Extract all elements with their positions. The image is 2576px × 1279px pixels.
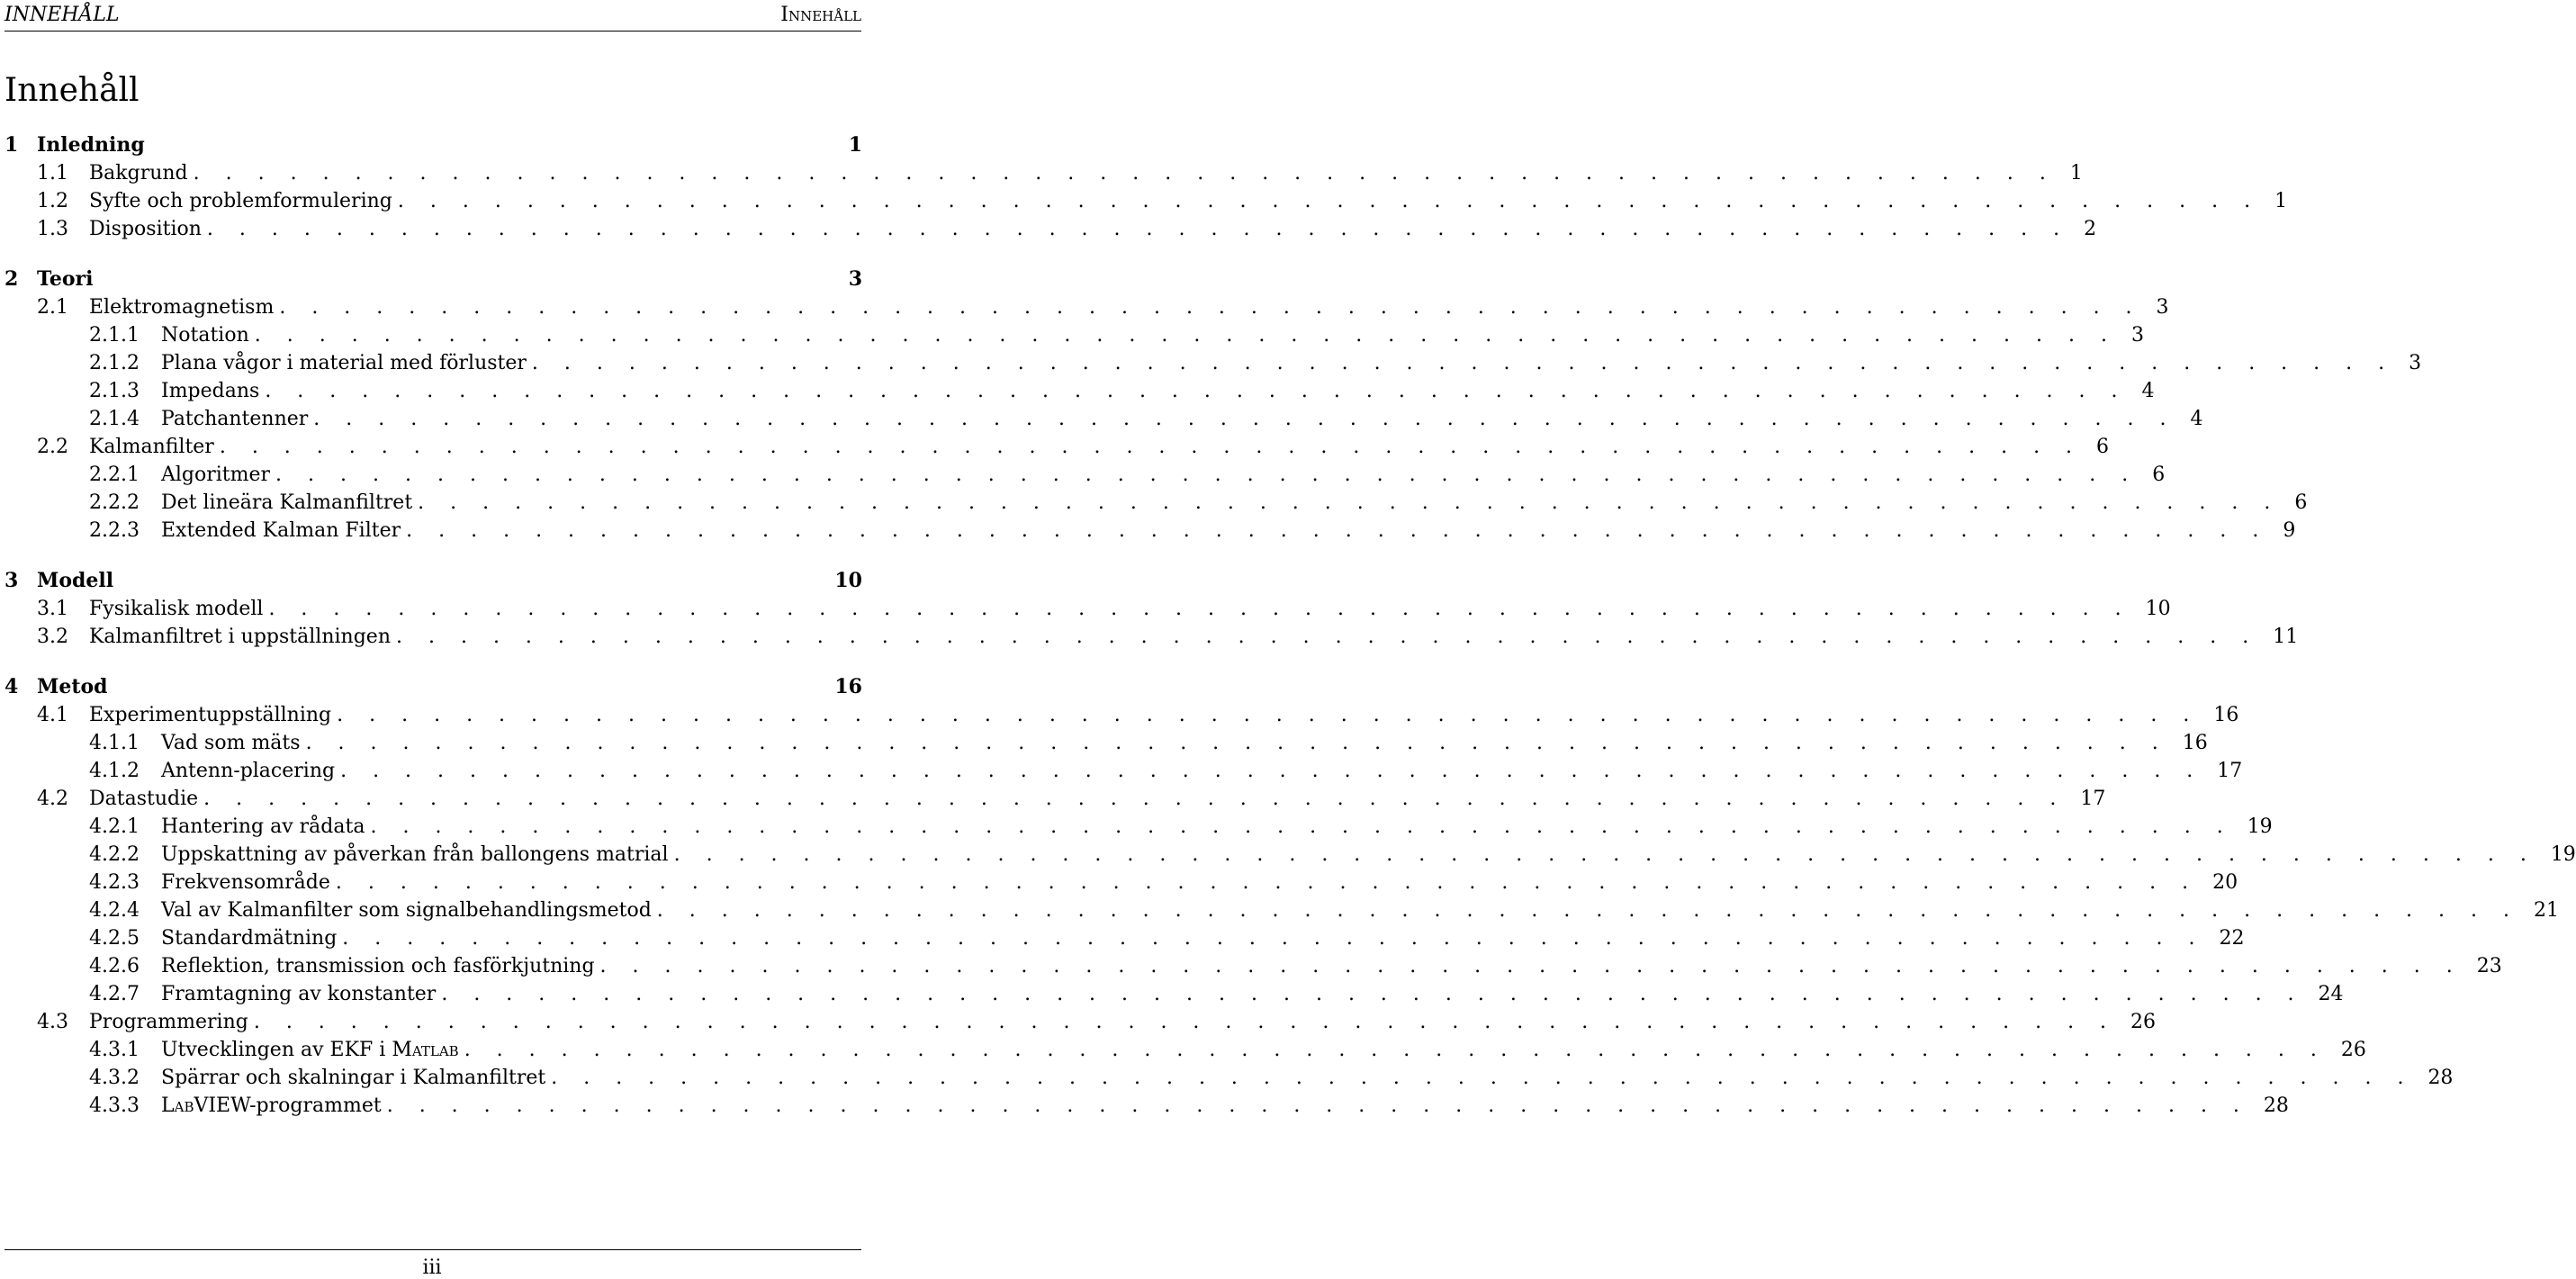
toc-label: Algoritmer [161, 464, 271, 486]
toc-page: 2 [2084, 218, 2097, 240]
dot-leader: . . . . . . . . . . . . . . . . . . . . . . . . . . . . . . . . . . . . . . . . . . . . . . . . . . . . . . . . . . [193, 162, 2056, 185]
dot-leader: . . . . . . . . . . . . . . . . . . . . . . . . . . . . . . . . . . . . . . . . . . . . . . . . . . . . . . . . . . [386, 1094, 2249, 1117]
toc-label: Impedans [161, 380, 260, 402]
toc-entry-2-2[interactable] [5, 433, 2110, 461]
toc-page: 3 [2409, 352, 2422, 374]
toc-entry-4-2[interactable] [5, 785, 2106, 813]
toc-number: 4.3.1 [89, 1039, 140, 1061]
dot-leader: . . . . . . . . . . . . . . . . . . . . . . . . . . . . . . . . . . . . . . . . . . . . . . . . . . . . . . . . . . [265, 380, 2128, 402]
dot-leader: . . . . . . . . . . . . . . . . . . . . . . . . . . . . . . . . . . . . . . . . . . . . . . . . . . . . . . . . . . [335, 871, 2199, 894]
dot-leader: . . . . . . . . . . . . . . . . . . . . . . . . . . . . . . . . . . . . . . . . . . . . . . . . . . . . . . . . . . [673, 843, 2536, 866]
dot-leader: . . . . . . . . . . . . . . . . . . . . . . . . . . . . . . . . . . . . . . . . . . . . . . . . . . . . . . . . . . [441, 983, 2304, 1005]
toc-label: Patchantenner [161, 408, 309, 430]
dot-leader: . . . . . . . . . . . . . . . . . . . . . . . . . . . . . . . . . . . . . . . . . . . . . . . . . . . . . . . . . . [268, 598, 2131, 620]
toc-label: Modell [37, 569, 114, 592]
toc-entry-2-2-1[interactable] [5, 461, 2166, 489]
toc-label: Extended Kalman Filter [161, 519, 401, 542]
toc-label: Disposition [89, 218, 202, 240]
header-section-label: Innehåll [780, 4, 861, 26]
toc-number: 4.2.3 [89, 871, 140, 894]
toc-label [161, 1092, 382, 1120]
toc-number: 4.1 [37, 704, 68, 726]
toc-page: 3 [2156, 296, 2169, 319]
toc-label-text: Utvecklingen av EKF i [161, 1039, 392, 1061]
toc-entry-4-2-6[interactable] [5, 952, 2502, 980]
toc-page: 26 [2340, 1039, 2366, 1061]
toc-number: 2.2.3 [89, 519, 140, 542]
dot-leader: . . . . . . . . . . . . . . . . . . . . . . . . . . . . . . . . . . . . . . . . . . . . . . . . . . . . . . . . . . [656, 899, 2520, 922]
toc-page: 3 [2130, 324, 2144, 347]
toc-number: 1.1 [37, 162, 68, 185]
running-header [5, 4, 861, 32]
toc-entry-1-2[interactable] [5, 187, 2288, 215]
toc-entry-3-1[interactable] [5, 595, 2171, 623]
toc-entry-4-2-7[interactable] [5, 980, 2344, 1008]
toc-entry-4-3-2[interactable] [5, 1064, 2454, 1092]
toc-label: Notation [161, 324, 249, 347]
toc-number: 4.2.4 [89, 899, 140, 922]
toc-number: 2.1.2 [89, 352, 140, 374]
toc-label: Vad som mäts [161, 732, 301, 754]
page-number: iii [422, 1256, 442, 1279]
toc-number: 4.3 [37, 1011, 68, 1033]
toc-page: 17 [2080, 788, 2106, 810]
toc-label: Metod [37, 675, 108, 698]
toc-entry-4-2-1[interactable] [5, 813, 2273, 841]
toc-entry-4-3[interactable] [5, 1008, 2157, 1036]
toc-entry-4-2-5[interactable] [5, 924, 2245, 952]
toc-page: 10 [2145, 598, 2171, 620]
toc-label-text: VIEW-programmet [194, 1094, 382, 1117]
dot-leader: . . . . . . . . . . . . . . . . . . . . . . . . . . . . . . . . . . . . . . . . . . . . . . . . . . . . . . . . . . [551, 1067, 2414, 1089]
dot-leader: . . . . . . . . . . . . . . . . . . . . . . . . . . . . . . . . . . . . . . . . . . . . . . . . . . . . . . . . . . [418, 491, 2281, 514]
toc-entry-2-1-4[interactable] [5, 405, 2203, 433]
toc-label: Det lineära Kalmanfiltret [161, 491, 413, 514]
toc-page: 23 [2476, 955, 2502, 977]
toc-number: 1.2 [37, 190, 68, 212]
dot-leader: . . . . . . . . . . . . . . . . . . . . . . . . . . . . . . . . . . . . . . . . . . . . . . . . . . . . . . . . . . [406, 519, 2269, 542]
toc-label: Fysikalisk modell [89, 598, 264, 620]
toc-number: 1 [5, 133, 19, 157]
toc-number: 4.2 [37, 788, 68, 810]
toc-entry-4-1[interactable] [5, 701, 2239, 729]
toc-label: Antenn-placering [161, 760, 336, 782]
toc-number: 4.2.2 [89, 843, 140, 866]
toc-entry-1-3[interactable] [5, 215, 2097, 243]
toc-number: 3 [5, 569, 19, 592]
toc-entry-3-2[interactable] [5, 623, 2299, 651]
toc-label: Standardmätning [161, 927, 338, 950]
toc-entry-2-2-3[interactable] [5, 517, 2296, 545]
dot-leader: . . . . . . . . . . . . . . . . . . . . . . . . . . . . . . . . . . . . . . . . . . . . . . . . . . . . . . . . . . [203, 788, 2067, 810]
toc-page: 28 [2427, 1067, 2454, 1089]
toc-page: 19 [2550, 843, 2576, 866]
toc-number: 2.1.3 [89, 380, 140, 402]
toc-number: 4.1.2 [89, 760, 140, 782]
toc-label-smallcaps: Lab [161, 1094, 194, 1117]
toc-page: 19 [2247, 815, 2273, 838]
dot-leader: . . . . . . . . . . . . . . . . . . . . . . . . . . . . . . . . . . . . . . . . . . . . . . . . . . . . . . . . . . [599, 955, 2463, 977]
toc-label: Plana vågor i material med förluster [161, 352, 527, 374]
toc-page: 10 [834, 569, 862, 592]
toc-page: 4 [2141, 380, 2155, 402]
toc-label: Frekvensområde [161, 871, 330, 894]
toc-page: 16 [2213, 704, 2239, 726]
toc-label: Framtagning av konstanter [161, 983, 437, 1005]
toc-entry-4-2-4[interactable] [5, 896, 2560, 924]
toc-number: 4 [5, 675, 19, 698]
toc-page: 17 [2217, 760, 2243, 782]
footer-rule [5, 1249, 861, 1250]
dot-leader: . . . . . . . . . . . . . . . . . . . . . . . . . . . . . . . . . . . . . . . . . . . . . . . . . . . . . . . . . . [531, 352, 2395, 374]
toc-number: 4.2.1 [89, 815, 140, 838]
toc-number: 2.2 [37, 436, 68, 458]
toc-page: 11 [2273, 626, 2299, 648]
dot-leader: . . . . . . . . . . . . . . . . . . . . . . . . . . . . . . . . . . . . . . . . . . . . . . . . . . . . . . . . . . [219, 436, 2083, 458]
toc-number: 2 [5, 267, 19, 291]
toc-page: 6 [2152, 464, 2166, 486]
toc-page: 22 [2219, 927, 2245, 950]
toc-label: Inledning [37, 133, 145, 157]
toc-page: 21 [2534, 899, 2560, 922]
toc-label: Hantering av rådata [161, 815, 365, 838]
toc-number: 4.2.7 [89, 983, 140, 1005]
toc-entry-2-1-3[interactable] [5, 377, 2155, 405]
toc-number: 2.2.2 [89, 491, 140, 514]
dot-leader: . . . . . . . . . . . . . . . . . . . . . . . . . . . . . . . . . . . . . . . . . . . . . . . . . . . . . . . . . . [305, 732, 2168, 754]
toc-entry-4-2-2[interactable] [5, 841, 2576, 869]
toc-entry-4-3-1[interactable] [5, 1036, 2366, 1064]
toc-label: Reflektion, transmission och fasförkjutning [161, 955, 595, 977]
toc-label: Bakgrund [89, 162, 188, 185]
toc-label: Experimentuppställning [89, 704, 332, 726]
toc-number: 2.2.1 [89, 464, 140, 486]
toc-page: 9 [2283, 519, 2296, 542]
toc-label-smallcaps: Matlab [392, 1039, 459, 1061]
toc-number: 4.3.3 [89, 1094, 140, 1117]
dot-leader: . . . . . . . . . . . . . . . . . . . . . . . . . . . . . . . . . . . . . . . . . . . . . . . . . . . . . . . . . . [313, 408, 2176, 430]
toc-label: Datastudie [89, 788, 199, 810]
toc-label: Val av Kalmanfilter som signalbehandlingsmetod [161, 899, 652, 922]
dot-leader: . . . . . . . . . . . . . . . . . . . . . . . . . . . . . . . . . . . . . . . . . . . . . . . . . . . . . . . . . . [370, 815, 2233, 838]
toc-label: Teori [37, 267, 94, 291]
toc-label: Spärrar och skalningar i Kalmanfiltret [161, 1067, 546, 1089]
toc-entry-2-2-2[interactable] [5, 489, 2308, 517]
toc-label: Syfte och problemformulering [89, 190, 392, 212]
toc-entry-2-1[interactable] [5, 293, 2169, 321]
toc-label: Elektromagnetism [89, 296, 275, 319]
toc-chapter-2[interactable] [5, 266, 862, 293]
toc-page: 20 [2212, 871, 2238, 894]
toc-page: 1 [848, 133, 862, 157]
toc-page: 28 [2263, 1094, 2289, 1117]
dot-leader: . . . . . . . . . . . . . . . . . . . . . . . . . . . . . . . . . . . . . . . . . . . . . . . . . . . . . . . . . . [340, 760, 2203, 782]
toc-entry-4-3-3[interactable] [5, 1092, 2289, 1120]
toc-page: 6 [2096, 436, 2110, 458]
toc-page: 1 [2274, 190, 2288, 212]
toc-chapter-3[interactable] [5, 567, 862, 595]
toc-page: 6 [2294, 491, 2308, 514]
dot-leader: . . . . . . . . . . . . . . . . . . . . . . . . . . . . . . . . . . . . . . . . . . . . . . . . . . . . . . . . . . [464, 1039, 2327, 1061]
toc-number: 1.3 [37, 218, 68, 240]
toc-label: Kalmanfilter [89, 436, 214, 458]
toc-page: 3 [848, 267, 862, 291]
dot-leader: . . . . . . . . . . . . . . . . . . . . . . . . . . . . . . . . . . . . . . . . . . . . . . . . . . . . . . . . . . [395, 626, 2259, 648]
dot-leader: . . . . . . . . . . . . . . . . . . . . . . . . . . . . . . . . . . . . . . . . . . . . . . . . . . . . . . . . . . [279, 296, 2142, 319]
toc-label: Programmering [89, 1011, 248, 1033]
dot-leader: . . . . . . . . . . . . . . . . . . . . . . . . . . . . . . . . . . . . . . . . . . . . . . . . . . . . . . . . . . [254, 324, 2117, 347]
toc-entry-4-1-2[interactable] [5, 757, 2243, 785]
toc-number: 3.1 [37, 598, 68, 620]
toc-number: 4.2.5 [89, 927, 140, 950]
dot-leader: . . . . . . . . . . . . . . . . . . . . . . . . . . . . . . . . . . . . . . . . . . . . . . . . . . . . . . . . . . [337, 704, 2200, 726]
toc-page: 1 [2069, 162, 2083, 185]
page-title: Innehåll [5, 72, 140, 109]
toc-number: 4.3.2 [89, 1067, 140, 1089]
toc-page: 16 [2182, 732, 2208, 754]
dot-leader: . . . . . . . . . . . . . . . . . . . . . . . . . . . . . . . . . . . . . . . . . . . . . . . . . . . . . . . . . . [206, 218, 2070, 240]
toc-page: 26 [2130, 1011, 2157, 1033]
toc-label: Kalmanfiltret i uppställningen [89, 626, 391, 648]
toc-label: Uppskattning av påverkan från ballongens matrial [161, 843, 669, 866]
toc-number: 4.2.6 [89, 955, 140, 977]
toc-page: 4 [2190, 408, 2203, 430]
toc-chapter-4[interactable] [5, 673, 862, 701]
toc-entry-4-1-1[interactable] [5, 729, 2208, 757]
toc-number: 3.2 [37, 626, 68, 648]
toc-page: 24 [2318, 983, 2344, 1005]
toc-entry-4-2-3[interactable] [5, 869, 2238, 896]
toc-entry-2-1-1[interactable] [5, 321, 2144, 349]
table-of-contents [5, 131, 2576, 1120]
dot-leader: . . . . . . . . . . . . . . . . . . . . . . . . . . . . . . . . . . . . . . . . . . . . . . . . . . . . . . . . . . [342, 927, 2205, 950]
dot-leader: . . . . . . . . . . . . . . . . . . . . . . . . . . . . . . . . . . . . . . . . . . . . . . . . . . . . . . . . . . [397, 190, 2261, 212]
toc-entry-1-1[interactable] [5, 159, 2083, 187]
dot-leader: . . . . . . . . . . . . . . . . . . . . . . . . . . . . . . . . . . . . . . . . . . . . . . . . . . . . . . . . . . [275, 464, 2139, 486]
header-chapter-label: INNEHÅLL [5, 4, 120, 26]
toc-entry-2-1-2[interactable] [5, 349, 2422, 377]
toc-number: 4.1.1 [89, 732, 140, 754]
toc-number: 2.1 [37, 296, 68, 319]
toc-label [161, 1036, 459, 1064]
toc-number: 2.1.1 [89, 324, 140, 347]
toc-page: 16 [834, 675, 862, 698]
dot-leader: . . . . . . . . . . . . . . . . . . . . . . . . . . . . . . . . . . . . . . . . . . . . . . . . . . . . . . . . . . [253, 1011, 2117, 1033]
toc-number: 2.1.4 [89, 408, 140, 430]
toc-chapter-1[interactable] [5, 131, 862, 159]
